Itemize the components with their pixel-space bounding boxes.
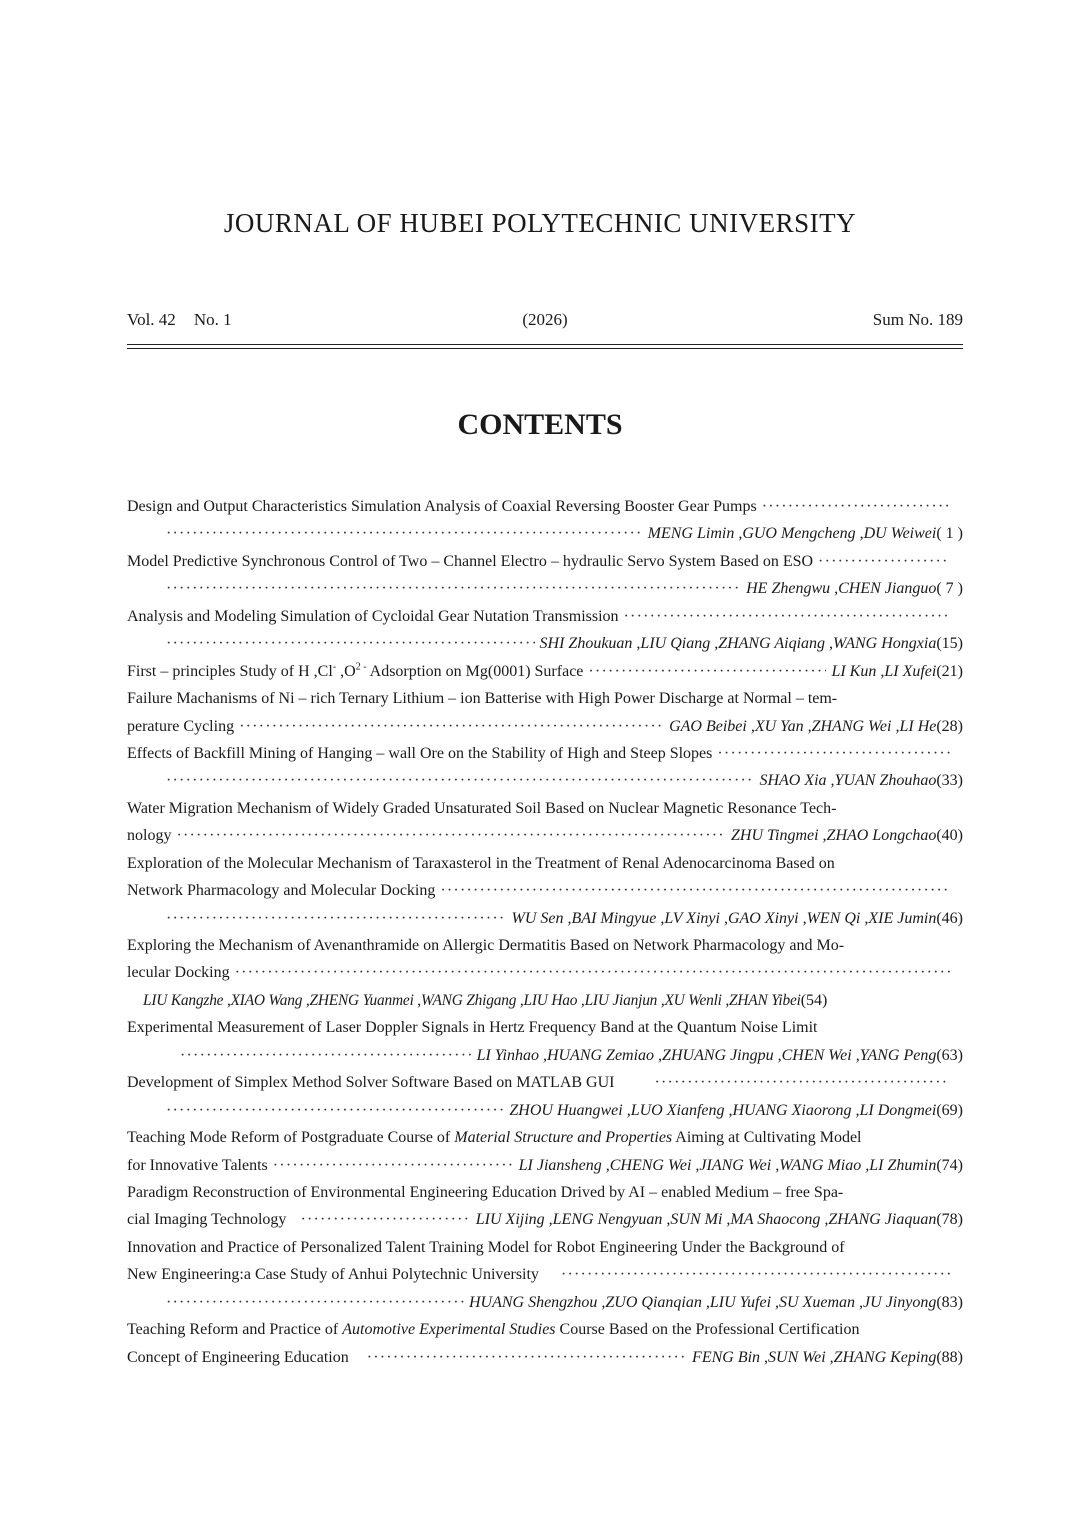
title-part: First – principles Study of H ,Cl <box>127 662 333 680</box>
toc-entry-author-line[interactable] <box>127 987 963 1014</box>
toc-entry-author-line[interactable] <box>127 767 963 794</box>
toc-entry-author-line[interactable] <box>127 822 963 849</box>
toc-entry-author-line[interactable] <box>127 575 963 602</box>
title-part: Course Based on the Professional Certification <box>555 1321 860 1339</box>
toc-entry-title-line[interactable] <box>127 1234 963 1261</box>
toc-entry-title: Design and Output Characteristics Simulation Analysis of Coaxial Reversing Booster Gear Pumps <box>127 498 757 515</box>
toc-entry-author-line[interactable] <box>127 520 963 547</box>
volume: Vol. 42 <box>127 310 176 329</box>
toc-entry-page: (69) <box>936 1101 963 1119</box>
toc-entry-authors: SHI Zhoukuan ,LIU Qiang ,ZHANG Aiqiang ,WANG Hongxia <box>539 635 937 653</box>
toc-entry-title-line[interactable] <box>127 795 963 822</box>
toc-entry-page: ( 7 ) <box>936 580 963 598</box>
toc-entry-title-line[interactable] <box>127 1179 963 1206</box>
leader-dots <box>166 520 643 547</box>
toc-entry-title: Model Predictive Synchronous Control of Two – Channel Electro – hydraulic Servo System Based on ESO <box>127 552 814 570</box>
toc-entry-title: Failure Machanisms of Ni – rich Ternary Lithium – ion Batterise with High Power Discharge at Normal – tem- <box>127 690 838 708</box>
header-double-rule <box>127 344 963 349</box>
toc-entry-title-line[interactable] <box>127 1014 963 1041</box>
toc-entry-authors: SHAO Xia ,YUAN Zhouhao <box>759 772 937 790</box>
leader-dots <box>176 822 726 849</box>
superscript-charge: 2 - <box>355 661 367 673</box>
leader-dots <box>166 1289 464 1316</box>
toc-entry-title-line[interactable] <box>127 658 963 685</box>
toc-entry-page: (78) <box>936 1211 963 1229</box>
toc-entry-title-cont: Network Pharmacology and Molecular Docking <box>127 882 436 900</box>
toc-entry-page: (63) <box>936 1046 963 1064</box>
toc-entry-authors: LIU Kangzhe ,XIAO Wang ,ZHENG Yuanmei ,WANG Zhigang ,LIU Hao ,LIU Jianjun ,XU Wenli ,ZHAN Yibei <box>143 991 801 1009</box>
issue-info-line <box>127 310 963 334</box>
table-of-contents <box>127 493 963 1371</box>
toc-entry-title <box>127 1316 859 1343</box>
toc-entry-title-line[interactable] <box>127 548 963 575</box>
leader-dots <box>717 740 950 767</box>
toc-entry-authors: LIU Xijing ,LENG Nengyuan ,SUN Mi ,MA Shaocong ,ZHANG Jiaquan <box>475 1211 937 1229</box>
leader-dots <box>166 1097 504 1124</box>
toc-entry-title-line[interactable] <box>127 877 963 904</box>
toc-entry-author-line[interactable] <box>127 905 963 932</box>
title-part: ,O <box>336 662 356 680</box>
leader-dots <box>561 1261 950 1288</box>
toc-entry-authors: ZHU Tingmei ,ZHAO Longchao <box>730 827 937 845</box>
toc-entry-authors: GAO Beibei ,XU Yan ,ZHANG Wei ,LI He <box>669 717 937 735</box>
toc-entry-page: (40) <box>936 827 963 845</box>
title-part: Aiming at Cultivating Model <box>672 1129 862 1147</box>
toc-entry-page: (15) <box>936 635 963 653</box>
toc-entry-title <box>127 658 583 685</box>
toc-entry-title-cont: perature Cycling <box>127 717 235 735</box>
toc-entry-author-line[interactable] <box>127 713 963 740</box>
issue-number: No. 1 <box>193 310 232 329</box>
toc-entry-title: Innovation and Practice of Personalized Talent Training Model for Robot Engineering Under the Background of <box>127 1238 845 1256</box>
leader-dots <box>166 630 535 657</box>
leader-dots <box>588 658 826 685</box>
journal-title: JOURNAL OF HUBEI POLYTECHNIC UNIVERSITY <box>223 208 857 238</box>
title-part: Teaching Mode Reform of Postgraduate Course of <box>127 1129 455 1147</box>
superscript-charge: - <box>332 661 337 673</box>
toc-entry-authors: HE Zhengwu ,CHEN Jianguo <box>746 580 937 598</box>
toc-entry-page: ( 1 ) <box>936 525 963 543</box>
toc-entry-title-line[interactable] <box>127 959 963 986</box>
leader-dots <box>762 493 950 520</box>
toc-entry-author-line[interactable] <box>127 1042 963 1069</box>
issue-year: (2026) <box>522 310 568 329</box>
toc-entry-title-cont: Concept of Engineering Education <box>127 1348 349 1366</box>
toc-entry-title-cont: lecular Docking <box>127 964 230 982</box>
toc-entry-title-line[interactable] <box>127 493 963 520</box>
toc-entry-title-line[interactable] <box>127 685 963 712</box>
toc-entry-title: Exploring the Mechanism of Avenanthramide on Allergic Dermatitis Based on Network Pharmacology and Mo- <box>127 937 845 954</box>
toc-entry-title-cont: New Engineering:a Case Study of Anhui Polytechnic University <box>127 1266 539 1284</box>
leader-dots <box>273 1152 514 1179</box>
toc-entry-author-line[interactable] <box>127 1152 963 1179</box>
toc-entry-title-cont: cial Imaging Technology <box>127 1211 287 1229</box>
leader-dots <box>440 877 950 904</box>
toc-entry-title-line[interactable] <box>127 1261 963 1288</box>
toc-entry-title-line[interactable] <box>127 1124 963 1151</box>
toc-entry-title: Water Migration Mechanism of Widely Graded Unsaturated Soil Based on Nuclear Magnetic Resonance Tech- <box>127 799 837 817</box>
toc-entry-page: (54) <box>800 991 828 1009</box>
toc-entry-page: (28) <box>936 717 963 735</box>
toc-entry-title: Analysis and Modeling Simulation of Cycloidal Gear Nutation Transmission <box>127 607 619 625</box>
toc-entry-author-line[interactable] <box>127 1206 963 1233</box>
toc-entry-title-cont: for Innovative Talents <box>127 1156 268 1174</box>
toc-entry-title: Effects of Backfill Mining of Hanging – wall Ore on the Stability of High and Steep Slopes <box>127 744 713 762</box>
title-part: Adsorption on Mg(0001) Surface <box>366 662 584 680</box>
leader-dots <box>166 575 741 602</box>
toc-entry-author-line[interactable] <box>127 1097 963 1124</box>
toc-entry-page: (21) <box>936 662 963 680</box>
toc-entry-page: (46) <box>936 909 963 927</box>
toc-entry-authors: LI Jiansheng ,CHENG Wei ,JIANG Wei ,WANG Miao ,LI Zhumin <box>518 1156 937 1174</box>
leader-dots <box>367 1344 687 1371</box>
leader-dots <box>235 959 950 986</box>
toc-entry-authors: HUANG Shengzhou ,ZUO Qianqian ,LIU Yufei ,SU Xueman ,JU Jinyong <box>468 1293 937 1311</box>
toc-entry-authors: WU Sen ,BAI Mingyue ,LV Xinyi ,GAO Xinyi ,WEN Qi ,XIE Jumin <box>511 909 937 927</box>
toc-entry-page: (83) <box>936 1293 963 1311</box>
toc-entry-authors: LI Kun ,LI Xufei <box>831 662 937 680</box>
contents-heading: CONTENTS <box>457 408 623 441</box>
toc-entry-authors: MENG Limin ,GUO Mengcheng ,DU Weiwei <box>647 525 937 543</box>
leader-dots <box>166 905 507 932</box>
toc-entry-title: Exploration of the Molecular Mechanism of Taraxasterol in the Treatment of Renal Adenocarcinoma Based on <box>127 854 835 872</box>
toc-entry-title <box>127 1124 861 1151</box>
toc-entry-title-line[interactable] <box>127 1316 963 1343</box>
toc-entry-author-line[interactable] <box>127 1289 963 1316</box>
leader-dots <box>818 548 950 575</box>
course-name: Material Structure and Properties <box>454 1129 673 1147</box>
course-name: Automotive Experimental Studies <box>342 1321 556 1339</box>
leader-dots <box>166 767 754 794</box>
toc-entry-title-line[interactable] <box>127 603 963 630</box>
toc-entry-title-line[interactable] <box>127 1069 963 1096</box>
toc-entry-title: Paradigm Reconstruction of Environmental Engineering Education Drived by AI – enabled Medium – free Spa- <box>127 1183 844 1201</box>
toc-entry-title-line[interactable] <box>127 740 963 767</box>
toc-entry-page: (33) <box>936 772 963 790</box>
toc-entry-title-line[interactable] <box>127 932 963 959</box>
toc-entry-page: (74) <box>936 1156 963 1174</box>
toc-entry-authors: FENG Bin ,SUN Wei ,ZHANG Keping <box>692 1348 937 1366</box>
toc-entry-authors: ZHOU Huangwei ,LUO Xianfeng ,HUANG Xiaorong ,LI Dongmei <box>509 1101 937 1119</box>
title-part: Teaching Reform and Practice of <box>127 1321 343 1339</box>
toc-entry-title: Development of Simplex Method Solver Software Based on MATLAB GUI <box>127 1074 615 1092</box>
toc-entry-title: Experimental Measurement of Laser Doppler Signals in Hertz Frequency Band at the Quantum Noise Limit <box>127 1019 818 1037</box>
leader-dots <box>239 713 664 740</box>
leader-dots <box>654 1069 950 1096</box>
leader-dots <box>300 1206 470 1233</box>
toc-entry-page: (88) <box>936 1348 963 1366</box>
leader-dots <box>624 603 950 630</box>
toc-entry-authors: LI Yinhao ,HUANG Zemiao ,ZHUANG Jingpu ,CHEN Wei ,YANG Peng <box>476 1046 937 1064</box>
toc-entry-title-line[interactable] <box>127 850 963 877</box>
leader-dots <box>180 1042 472 1069</box>
sum-number: Sum No. 189 <box>872 310 963 329</box>
toc-entry-title-cont: nology <box>127 827 172 845</box>
toc-entry-author-line[interactable] <box>127 630 963 657</box>
toc-entry-author-line[interactable] <box>127 1344 963 1371</box>
